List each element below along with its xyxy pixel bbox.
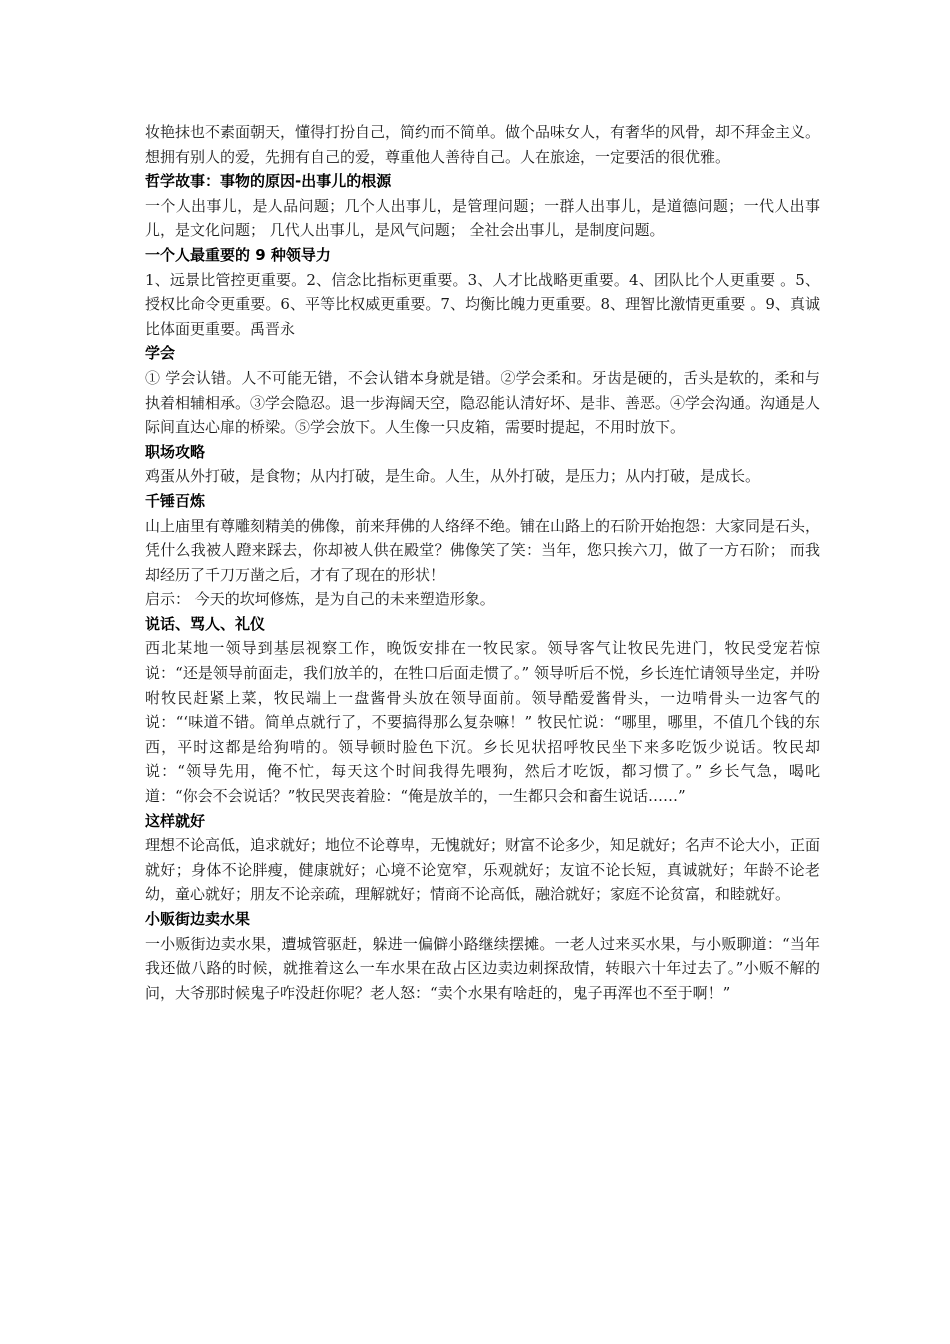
leadership-paragraph: 1、远景比管控更重要。2、信念比指标更重要。3、人才比战略更重要。4、团队比个人更重要 。5、授权比命令更重要。6、平等比权威更重要。7、均衡比魄力更重要。8、理智比激情更重要 。9、真诚比体面更重要。禹晋永 bbox=[145, 270, 820, 338]
section-heading-philosophy-story: 哲学故事：事物的原因-出事儿的根源 bbox=[145, 172, 392, 191]
section-heading-speech-etiquette: 说话、骂人、礼仪 bbox=[145, 614, 266, 633]
philosophy-story-paragraph: 一个人出事儿，是人品问题；几个人出事儿，是管理问题；一群人出事儿，是道德问题；一代人出事儿，是文化问题； 几代人出事儿，是风气问题； 全社会出事儿，是制度问题。 bbox=[145, 196, 820, 240]
tempering-story-paragraph: 山上庙里有尊雕刻精美的佛像，前来拜佛的人络绎不绝。铺在山路上的石阶开始抱怨：大家同是石头，凭什么我被人蹬来踩去，你却被人供在殿堂？佛像笑了笑：当年，您只挨六刀，做了一方石阶； 而我却经历了千刀万凿之后，才有了现在的形状！ bbox=[145, 516, 821, 584]
just-fine-paragraph: 理想不论高低，追求就好；地位不论尊卑，无愧就好；财富不论多少，知足就好；名声不论大小，正面就好；身体不论胖瘦，健康就好；心境不论宽窄，乐观就好；友谊不论长短，真诚就好；年龄不论老幼，童心就好；朋友不论亲疏，理解就好；情商不论高低，融洽就好；家庭不论贫富，和睦就好。 bbox=[145, 836, 821, 904]
speech-etiquette-paragraph: 西北某地一领导到基层视察工作，晚饭安排在一牧民家。领导客气让牧民先进门，牧民受宠若惊说：“还是领导前面走，我们放羊的，在牲口后面走惯了。” 领导听后不悦，乡长连忙请领导坐定，并吩咐牧民赶紧上菜，牧民端上一盘酱骨头放在领导面前。领导酷爱酱骨头，一边啃骨头一边客气的说：“‘味道不错。简单点就行了，不要搞得那么复杂嘛！” 牧民忙说：“哪里，哪里，不值几个钱的东西，平时这都是给狗啃的。领导顿时脸色下沉。乡长见状招呼牧民坐下来多吃饭少说话。牧民却说：“领导先用，俺不忙，每天这个时间我得先喂狗，然后才吃饭，都习惯了。” 乡长气急，喝叱道：“你会不会说话？”牧民哭丧着脸：“俺是放羊的，一生都只会和畜生说话……” bbox=[145, 639, 820, 806]
workplace-paragraph: 鸡蛋从外打破，是食物；从内打破，是生命。人生，从外打破，是压力；从内打破，是成长。 bbox=[145, 467, 761, 486]
section-heading-workplace: 职场攻略 bbox=[145, 442, 206, 461]
section-heading-leadership: 一个人最重要的 9 种领导力 bbox=[145, 245, 331, 264]
section-heading-tempering: 千锤百炼 bbox=[145, 491, 206, 510]
intro-paragraph: 妆艳抹也不素面朝天，懂得打扮自己，简约而不简单。做个品味女人，有奢华的风骨，却不拜金主义。想拥有别人的爱，先拥有自己的爱，尊重他人善待自己。人在旅途，一定要活的很优雅。 bbox=[145, 123, 821, 166]
tempering-moral-paragraph: 启示： 今天的坎坷修炼，是为自己的未来塑造形象。 bbox=[145, 590, 495, 609]
document-page bbox=[145, 120, 820, 1005]
learn-paragraph: ① 学会认错。人不可能无错，不会认错本身就是错。②学会柔和。牙齿是硬的，舌头是软的，柔和与执着相辅相承。③学会隐忍。退一步海阔天空，隐忍能认清好坏、是非、善恶。④学会沟通。沟通是人际间直达心扉的桥梁。⑤学会放下。人生像一只皮箱，需要时提起，不用时放下。 bbox=[145, 368, 821, 437]
section-heading-just-fine: 这样就好 bbox=[145, 811, 206, 830]
section-heading-learn: 学会 bbox=[145, 344, 176, 363]
fruit-vendor-paragraph: 一小贩街边卖水果，遭城管驱赶，躲进一偏僻小路继续摆摊。一老人过来买水果，与小贩聊道：“当年我还做八路的时候，就推着这么一车水果在敌占区边卖边刺探敌情，转眼六十年过去了。”小贩不解的问，大爷那时候鬼子咋没赶你呢？老人怒：“卖个水果有啥赶的，鬼子再浑也不至于啊！” bbox=[145, 934, 820, 1002]
section-heading-fruit-vendor: 小贩街边卖水果 bbox=[145, 910, 251, 928]
